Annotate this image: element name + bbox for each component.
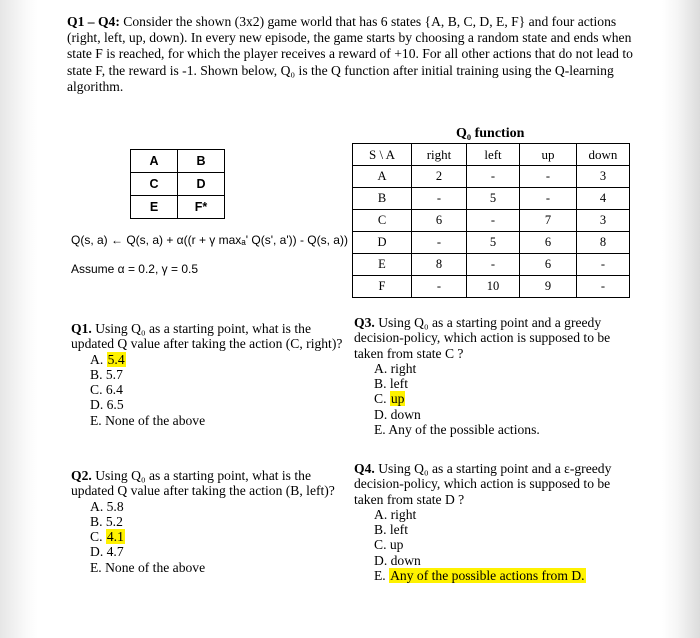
option-text: down: [390, 406, 421, 422]
answer-option[interactable]: [374, 376, 634, 391]
option-letter: D.: [90, 544, 104, 560]
q-table-cell: -: [467, 254, 520, 276]
question-text: Using Q₀ as a starting point and a greedy decision-policy, which action is supposed to be taken from state C ?: [354, 315, 611, 361]
option-text: up: [389, 537, 404, 553]
question-text: Using Q₀ as a starting point, what is the updated Q value after taking the action (C, right)?: [71, 321, 343, 352]
answer-option[interactable]: [90, 397, 351, 412]
question-label: Q3.: [354, 315, 375, 330]
option-text: 5.4: [107, 351, 125, 367]
answer-option[interactable]: [374, 507, 634, 522]
answer-options: [354, 507, 634, 583]
question-stem: [354, 461, 634, 507]
question-2: [71, 468, 351, 575]
option-text: right: [390, 360, 417, 376]
q-table-cell: 4: [577, 188, 630, 210]
question-label: Q1.: [71, 321, 92, 336]
answer-option[interactable]: [90, 499, 351, 514]
left-page-shadow: [0, 0, 38, 638]
option-letter: C.: [374, 537, 387, 553]
option-text: right: [390, 506, 417, 522]
option-letter: D.: [374, 552, 388, 568]
intro-paragraph: [67, 14, 637, 95]
question-stem: [354, 315, 634, 361]
grid-cell: D: [178, 173, 225, 196]
q-table-header: left: [467, 144, 520, 166]
q-table-state: C: [353, 210, 412, 232]
grid-row: [131, 173, 225, 196]
q-table-cell: 5: [467, 232, 520, 254]
q-table-header: right: [412, 144, 467, 166]
answer-option[interactable]: [374, 391, 634, 406]
question-stem: [71, 468, 351, 499]
option-text: 5.2: [105, 513, 123, 529]
q-table-cell: 3: [577, 166, 630, 188]
option-letter: C.: [90, 529, 103, 545]
option-text: None of the above: [105, 412, 206, 428]
q-table-row: [353, 276, 630, 298]
question-label: Q4.: [354, 461, 375, 476]
q-table-state: F: [353, 276, 412, 298]
q-table-cell: -: [412, 276, 467, 298]
q-table-header: S \ A: [353, 144, 412, 166]
answer-option[interactable]: [90, 382, 351, 397]
q-table-cell: -: [520, 188, 577, 210]
option-letter: E.: [90, 412, 102, 428]
grid-cell: B: [178, 150, 225, 173]
answer-option[interactable]: [374, 361, 634, 376]
q-table-cell: 8: [412, 254, 467, 276]
option-text: left: [389, 376, 408, 392]
question-text: Using Q₀ as a starting point and a ε-greedy decision-policy, which action is supposed to be taken from state D ?: [354, 461, 612, 507]
q-table-row: [353, 232, 630, 254]
option-letter: C.: [374, 391, 387, 407]
q-table-cell: 6: [520, 232, 577, 254]
q-function-table: [352, 143, 630, 298]
q-table-row: [353, 254, 630, 276]
option-text: 6.5: [106, 397, 124, 413]
grid-row: [131, 150, 225, 173]
question-4: [354, 461, 634, 583]
option-letter: A.: [374, 360, 388, 376]
option-letter: E.: [374, 568, 386, 584]
q-table-cell: -: [467, 166, 520, 188]
question-3: [354, 315, 634, 437]
answer-option[interactable]: [90, 352, 351, 367]
q-table-header-row: [353, 144, 630, 166]
option-text: 4.7: [106, 544, 124, 560]
answer-option[interactable]: [374, 407, 634, 422]
option-text: left: [389, 522, 408, 538]
q-table-header: up: [520, 144, 577, 166]
answer-option[interactable]: [90, 560, 351, 575]
q-table-row: [353, 210, 630, 232]
answer-option[interactable]: [90, 529, 351, 544]
option-letter: A.: [90, 351, 104, 367]
option-letter: E.: [90, 559, 102, 575]
q-table-state: D: [353, 232, 412, 254]
q-table-cell: 6: [520, 254, 577, 276]
answer-option[interactable]: [90, 514, 351, 529]
grid-cell: A: [131, 150, 178, 173]
option-letter: B.: [374, 522, 387, 538]
grid-row: [131, 196, 225, 219]
q-table-state: B: [353, 188, 412, 210]
option-letter: C.: [90, 382, 103, 398]
option-letter: A.: [374, 506, 388, 522]
q-table-cell: -: [412, 232, 467, 254]
q-table-cell: 7: [520, 210, 577, 232]
q-table-state: A: [353, 166, 412, 188]
grid-cell: F*: [178, 196, 225, 219]
q-table-state: E: [353, 254, 412, 276]
option-letter: D.: [90, 397, 104, 413]
grid-cell: C: [131, 173, 178, 196]
answer-option[interactable]: [374, 537, 634, 552]
question-1: [71, 321, 351, 428]
q-function-title: Q₀ function: [456, 126, 525, 141]
option-letter: A.: [90, 498, 104, 514]
q-table-row: [353, 166, 630, 188]
q-table-cell: 3: [577, 210, 630, 232]
option-text: 6.4: [105, 382, 123, 398]
question-label: Q2.: [71, 468, 92, 483]
grid-cell: E: [131, 196, 178, 219]
answer-options: [354, 361, 634, 437]
option-text: 5.8: [106, 498, 124, 514]
q-table-cell: 2: [412, 166, 467, 188]
answer-option[interactable]: [90, 544, 351, 559]
answer-option[interactable]: [374, 568, 634, 583]
answer-options: [71, 352, 351, 428]
option-text: Any of the possible actions from D.: [390, 568, 585, 584]
q-table-cell: -: [412, 188, 467, 210]
right-page-shadow: [662, 0, 700, 638]
answer-option[interactable]: [90, 413, 351, 428]
question-text: Using Q₀ as a starting point, what is the updated Q value after taking the action (B, left)?: [71, 468, 335, 499]
q-learning-update-formula: Q(s, a) ← Q(s, a) + α((r + γ maxₐ' Q(s', a')) - Q(s, a)): [71, 233, 348, 247]
game-world-grid: [130, 149, 225, 219]
q-table-cell: 6: [412, 210, 467, 232]
answer-options: [71, 499, 351, 575]
option-text: up: [390, 391, 405, 407]
option-letter: B.: [90, 513, 103, 529]
option-letter: B.: [374, 376, 387, 392]
option-letter: D.: [374, 406, 388, 422]
q-table-cell: 9: [520, 276, 577, 298]
q-table-cell: 5: [467, 188, 520, 210]
option-text: down: [390, 552, 421, 568]
q-table-cell: -: [577, 254, 630, 276]
option-letter: B.: [90, 366, 103, 382]
intro-text: Consider the shown (3x2) game world that has 6 states {A, B, C, D, E, F} and four actions (right, left, up, down). In every new episode, the game starts by choosing a random state and ends when state F is reached, for which the player receives a reward of +10. For all other actions that do not lead to state F, the reward is -1. Shown below, Q₀ is the Q function after initial training using the Q-learning algorithm.: [67, 14, 633, 94]
q-table-cell: -: [520, 166, 577, 188]
q-table-cell: -: [577, 276, 630, 298]
q-table-row: [353, 188, 630, 210]
answer-option[interactable]: [374, 553, 634, 568]
intro-heading: Q1 – Q4:: [67, 14, 120, 29]
answer-option[interactable]: [374, 522, 634, 537]
q-table-cell: 10: [467, 276, 520, 298]
option-text: 4.1: [106, 529, 124, 545]
option-letter: E.: [374, 422, 386, 438]
q-table-header: down: [577, 144, 630, 166]
option-text: Any of the possible actions.: [388, 422, 540, 438]
assumed-parameters: Assume α = 0.2, γ = 0.5: [71, 262, 199, 276]
answer-option[interactable]: [90, 367, 351, 382]
q-table-cell: 8: [577, 232, 630, 254]
question-stem: [71, 321, 351, 352]
option-text: None of the above: [105, 559, 206, 575]
answer-option[interactable]: [374, 422, 634, 437]
option-text: 5.7: [105, 366, 123, 382]
q-table-cell: -: [467, 210, 520, 232]
